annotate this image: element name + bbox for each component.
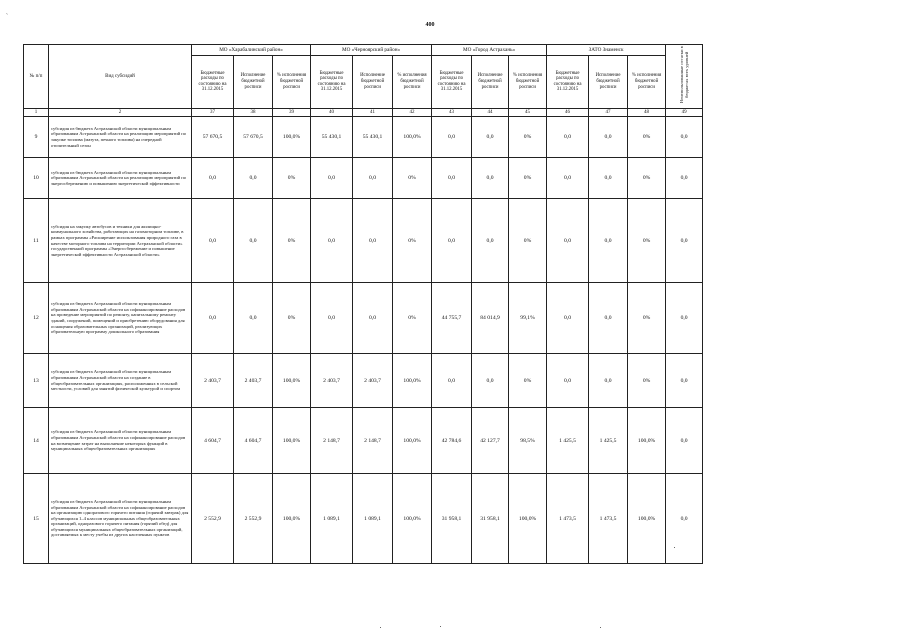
value-cell: 2 403,7 bbox=[234, 354, 273, 408]
value-cell: 0,0 bbox=[472, 199, 509, 283]
value-cell: 42 784,6 bbox=[432, 408, 472, 474]
value-cell: 0% bbox=[628, 283, 666, 354]
scan-speck bbox=[674, 547, 675, 548]
value-cell: 100,0% bbox=[509, 474, 547, 564]
value-cell: 0% bbox=[628, 158, 666, 199]
value-cell: 0,0 bbox=[666, 199, 703, 283]
subsidy-description-cell: субсидия на закупку автобусов и техники для жилищно-коммунального хозяйства, работающих на газомоторном топливе, в рамках программы «Расширение использования природного газа в качестве моторного топлива на территории Астраханской области» государственной программы «Энергосбережение и повышение энергетической эффективности Астраханской области» bbox=[49, 199, 192, 283]
subheader-cell: Бюджетные расходы по состоянию на 31.12.2015 bbox=[432, 55, 472, 108]
value-cell: 55 430,1 bbox=[311, 117, 353, 158]
value-cell: 0% bbox=[628, 117, 666, 158]
value-cell: 1 089,1 bbox=[353, 474, 393, 564]
index-cell: 37 bbox=[192, 109, 234, 117]
value-cell: 0,0 bbox=[547, 117, 589, 158]
value-cell: 2 552,9 bbox=[192, 474, 234, 564]
value-cell: 0% bbox=[509, 158, 547, 199]
value-cell: 99,1% bbox=[509, 283, 547, 354]
row-number-cell: 11 bbox=[24, 199, 49, 283]
value-cell: 0,0 bbox=[353, 158, 393, 199]
value-cell: 1 473,5 bbox=[589, 474, 628, 564]
value-cell: 98,5% bbox=[509, 408, 547, 474]
group-header-astrakhan: МО «Город Астрахань» bbox=[432, 45, 547, 56]
index-cell: 2 bbox=[49, 109, 192, 117]
subheader-cell: Бюджетные расходы по состоянию на 31.12.2015 bbox=[192, 55, 234, 108]
row-number-cell: 13 bbox=[24, 354, 49, 408]
value-cell: 0,0 bbox=[234, 158, 273, 199]
value-cell: 100,0% bbox=[393, 117, 432, 158]
index-cell: 43 bbox=[432, 109, 472, 117]
subheader-cell: % исполнения бюджетной росписи bbox=[393, 55, 432, 108]
index-cell: 47 bbox=[589, 109, 628, 117]
value-cell: 42 127,7 bbox=[472, 408, 509, 474]
value-cell: 0% bbox=[273, 283, 311, 354]
value-cell: 100,0% bbox=[393, 474, 432, 564]
table-row bbox=[24, 408, 703, 474]
value-cell: 100,0% bbox=[273, 408, 311, 474]
value-cell: 0,0 bbox=[472, 158, 509, 199]
value-cell: 0,0 bbox=[589, 354, 628, 408]
value-cell: 0% bbox=[393, 199, 432, 283]
value-cell: 0,0 bbox=[666, 354, 703, 408]
value-cell: 0,0 bbox=[666, 283, 703, 354]
value-cell: 84 014,9 bbox=[472, 283, 509, 354]
col-header-type: Вид субсидий bbox=[49, 45, 192, 109]
table-row bbox=[24, 117, 703, 158]
subsidies-table bbox=[23, 44, 703, 564]
value-cell: 0,0 bbox=[192, 199, 234, 283]
col-header-remainders: Неиспользованные остатки в бюджетах всех уровней bbox=[666, 45, 703, 109]
value-cell: 0% bbox=[393, 283, 432, 354]
row-number-cell: 14 bbox=[24, 408, 49, 474]
value-cell: 1 425,5 bbox=[547, 408, 589, 474]
value-cell: 0% bbox=[509, 354, 547, 408]
subheader-cell: Исполнение бюджетной росписи bbox=[353, 55, 393, 108]
value-cell: 0,0 bbox=[589, 158, 628, 199]
value-cell: 0,0 bbox=[472, 117, 509, 158]
row-number-cell: 9 bbox=[24, 117, 49, 158]
group-header-kharabali: МО «Харабалинский район» bbox=[192, 45, 311, 56]
index-cell: 1 bbox=[24, 109, 49, 117]
value-cell: 0% bbox=[628, 199, 666, 283]
value-cell: 100,0% bbox=[273, 354, 311, 408]
value-cell: 0,0 bbox=[192, 158, 234, 199]
corner-mark: ` bbox=[6, 14, 8, 20]
value-cell: 0% bbox=[273, 158, 311, 199]
value-cell: 0,0 bbox=[311, 199, 353, 283]
value-cell: 1 425,5 bbox=[589, 408, 628, 474]
row-number-cell: 10 bbox=[24, 158, 49, 199]
value-cell: 0,0 bbox=[192, 283, 234, 354]
value-cell: 57 670,5 bbox=[234, 117, 273, 158]
table-row bbox=[24, 158, 703, 199]
value-cell: 2 403,7 bbox=[311, 354, 353, 408]
table-row bbox=[24, 354, 703, 408]
table-row bbox=[24, 474, 703, 564]
header-group-row bbox=[24, 45, 703, 56]
index-cell: 41 bbox=[353, 109, 393, 117]
index-cell: 49 bbox=[666, 109, 703, 117]
value-cell: 0,0 bbox=[547, 158, 589, 199]
value-cell: 2 148,7 bbox=[353, 408, 393, 474]
value-cell: 0,0 bbox=[311, 283, 353, 354]
value-cell: 0,0 bbox=[589, 199, 628, 283]
scan-speck bbox=[600, 627, 601, 628]
value-cell: 0,0 bbox=[666, 474, 703, 564]
subsidy-description-cell: субсидия из бюджета Астраханской области муниципальным образованиям Астраханской области на реализацию мероприятий по закупке топлива (мазута, печного топлива) на очередной отопительный сезон bbox=[49, 117, 192, 158]
table-row bbox=[24, 283, 703, 354]
value-cell: 100,0% bbox=[393, 408, 432, 474]
value-cell: 100,0% bbox=[628, 474, 666, 564]
value-cell: 100,0% bbox=[273, 474, 311, 564]
value-cell: 0% bbox=[273, 199, 311, 283]
row-number-cell: 12 bbox=[24, 283, 49, 354]
value-cell: 0% bbox=[393, 158, 432, 199]
group-header-chernoyar: МО «Черноярский район» bbox=[311, 45, 432, 56]
value-cell: 0,0 bbox=[547, 283, 589, 354]
value-cell: 57 670,5 bbox=[192, 117, 234, 158]
value-cell: 0% bbox=[628, 354, 666, 408]
subheader-cell: Исполнение бюджетной росписи bbox=[472, 55, 509, 108]
value-cell: 0,0 bbox=[547, 354, 589, 408]
subsidy-description-cell: субсидия из бюджета Астраханской области муниципальным образованиям Астраханской области на реализацию мероприятий по энергосбережению и повышению энергетической эффективности bbox=[49, 158, 192, 199]
col-header-num: № п/п bbox=[24, 45, 49, 109]
subsidy-description-cell: субсидия из бюджета Астраханской области муниципальным образованиям Астраханской области на софинансирование расходов на возмещение затрат на выполнение некоторых функций в муниципальных общеобразовательных организациях bbox=[49, 408, 192, 474]
subsidy-description-cell: субсидия из бюджета Астраханской области муниципальным образованиям Астраханской области на софинансирование расходов на проведение мероприятий по ремонту, капитальному ремонту зданий, сооружений, помещений и приобретению оборудования для оснащения образовательных организаций, реализующих образовательную программу дошкольного образования bbox=[49, 283, 192, 354]
value-cell: 0,0 bbox=[234, 199, 273, 283]
subsidy-description-cell: субсидия из бюджета Астраханской области муниципальным образованиям Астраханской области на софинансирование расходов на организацию одноразового горячего питания (горячий завтрак) для обучающихся 1–4 классов муниципальных общеобразовательных организаций, одноразового горячего питания (горячий обед) для обучающихся муниципальных общеобразовательных организаций, доставляемых к месту учебы из других населенных пунктов bbox=[49, 474, 192, 564]
value-cell: 31 958,1 bbox=[472, 474, 509, 564]
index-cell: 42 bbox=[393, 109, 432, 117]
value-cell: 1 089,1 bbox=[311, 474, 353, 564]
value-cell: 4 604,7 bbox=[234, 408, 273, 474]
value-cell: 0,0 bbox=[666, 117, 703, 158]
value-cell: 0,0 bbox=[432, 117, 472, 158]
scan-speck bbox=[440, 626, 441, 627]
index-cell: 39 bbox=[273, 109, 311, 117]
value-cell: 0,0 bbox=[666, 158, 703, 199]
value-cell: 0,0 bbox=[589, 117, 628, 158]
subheader-cell: % исполнения бюджетной росписи bbox=[628, 55, 666, 108]
index-cell: 46 bbox=[547, 109, 589, 117]
index-cell: 38 bbox=[234, 109, 273, 117]
index-cell: 40 bbox=[311, 109, 353, 117]
value-cell: 44 755,7 bbox=[432, 283, 472, 354]
value-cell: 100,0% bbox=[628, 408, 666, 474]
value-cell: 4 604,7 bbox=[192, 408, 234, 474]
value-cell: 0,0 bbox=[666, 408, 703, 474]
value-cell: 100,0% bbox=[393, 354, 432, 408]
index-cell: 44 bbox=[472, 109, 509, 117]
index-cell: 45 bbox=[509, 109, 547, 117]
value-cell: 0,0 bbox=[589, 283, 628, 354]
value-cell: 0,0 bbox=[472, 354, 509, 408]
subheader-cell: Бюджетные расходы по состоянию на 31.12.2015 bbox=[311, 55, 353, 108]
subheader-cell: % исполнения бюджетной росписи bbox=[273, 55, 311, 108]
header-index-row bbox=[24, 109, 703, 117]
group-header-znamensk: ЗАТО Знаменск bbox=[547, 45, 666, 56]
value-cell: 0,0 bbox=[432, 199, 472, 283]
subsidy-description-cell: субсидия из бюджета Астраханской области муниципальным образованиям Астраханской области на создание в общеобразовательных организациях, расположенных в сельской местности, условий для занятий физической культурой и спортом bbox=[49, 354, 192, 408]
value-cell: 100,0% bbox=[273, 117, 311, 158]
value-cell: 31 958,1 bbox=[432, 474, 472, 564]
row-number-cell: 15 bbox=[24, 474, 49, 564]
value-cell: 1 473,5 bbox=[547, 474, 589, 564]
index-cell: 48 bbox=[628, 109, 666, 117]
value-cell: 0,0 bbox=[432, 158, 472, 199]
subheader-cell: Исполнение бюджетной росписи bbox=[589, 55, 628, 108]
value-cell: 0,0 bbox=[432, 354, 472, 408]
value-cell: 0,0 bbox=[353, 199, 393, 283]
value-cell: 2 403,7 bbox=[192, 354, 234, 408]
value-cell: 0,0 bbox=[234, 283, 273, 354]
scan-speck bbox=[380, 627, 381, 628]
value-cell: 2 403,7 bbox=[353, 354, 393, 408]
value-cell: 0,0 bbox=[311, 158, 353, 199]
value-cell: 0,0 bbox=[353, 283, 393, 354]
table-row bbox=[24, 199, 703, 283]
value-cell: 55 430,1 bbox=[353, 117, 393, 158]
value-cell: 2 552,9 bbox=[234, 474, 273, 564]
value-cell: 0,0 bbox=[547, 199, 589, 283]
page-number: 400 bbox=[425, 22, 435, 28]
value-cell: 0% bbox=[509, 199, 547, 283]
subheader-cell: Исполнение бюджетной росписи bbox=[234, 55, 273, 108]
subheader-cell: Бюджетные расходы по состоянию на 31.12.2015 bbox=[547, 55, 589, 108]
subheader-cell: % исполнения бюджетной росписи bbox=[509, 55, 547, 108]
value-cell: 2 148,7 bbox=[311, 408, 353, 474]
value-cell: 0% bbox=[509, 117, 547, 158]
